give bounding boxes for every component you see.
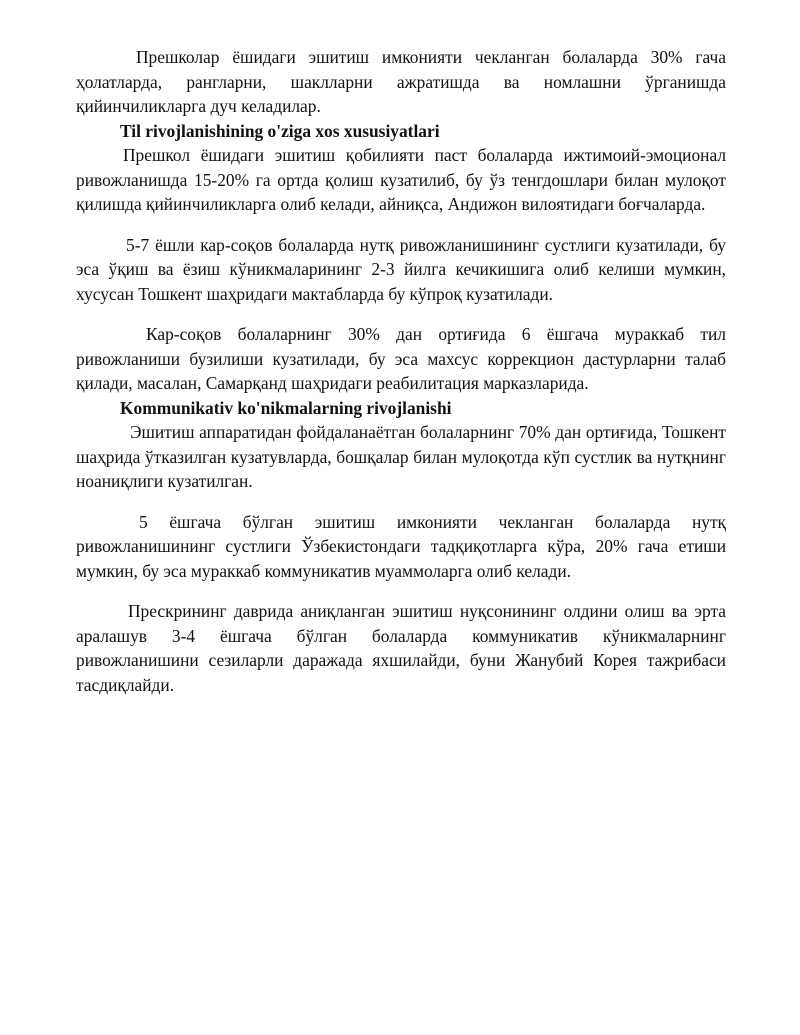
paragraph-speech-delay-20: 5 ёшгача бўлган эшитиш имконияти чекланган болаларда нутқ ривожланишининг сустлиги Ўзбекистондаги тадқиқотларга кўра, 20% гача етиши мумкин, бу эса мураккаб коммуникатив муаммоларга олиб келади.: [76, 511, 726, 581]
paragraph-social-emotional-delay: Прешкол ёшидаги эшитиш қобилияти паст болаларда ижтимоий-эмоционал ривожланишда 15-20% га ортда қолиш кузатилиб, бу ўз тенгдошлари билан мулоқот қилишда қийинчиликларга олиб келади, айниқса, Андижон вилоятидаги боғчаларда.: [76, 145, 726, 214]
paragraph-hearing-color-shapes: Прешколар ёшидаги эшитиш имконияти чекланган болаларда 30% гача ҳолатларда, рангларни, шаклларни ажратишда ва номлашни ўрганишда қийинчиликларга дуч келадилар.: [76, 47, 726, 116]
paragraph-speech-development-5-7: 5-7 ёшли кар-соқов болаларда нутқ ривожланишининг сустлиги кузатилади, бу эса ўқиш ва ёзиш кўникмаларининг 2-3 йилга кечикишига олиб келиши мумкин, хусусан Тошкент шаҳридаги мактабларда бу кўпроқ кузатилади.: [76, 234, 726, 304]
document-body: [76, 45, 726, 697]
section-heading-communicative-skills: Kommunikativ ko'nikmalarning rivojlanishi: [120, 397, 452, 418]
paragraph-hearing-aid-70: Эшитиш аппаратидан фойдаланаётган болаларнинг 70% дан ортиғида, Тошкент шаҳрида ўтказилган кузатувларда, бошқалар билан мулоқотда кўп сустлик ва нутқнинг ноаниқлиги кузатилган.: [76, 422, 726, 491]
paragraph-language-disorder-30: Кар-соқов болаларнинг 30% дан ортиғида 6 ёшгача мураккаб тил ривожланиши бузилиши кузатилади, бу эса махсус коррекцион дастурларни талаб қилади, масалан, Самарқанд шаҳридаги реабилитация марказларида.: [76, 324, 726, 393]
paragraph-early-intervention: Прескрининг даврида аниқланган эшитиш нуқсонининг олдини олиш ва эрта аралашув 3-4 ёшгача бўлган болаларда коммуникатив кўникмаларнинг ривожланишини сезиларли даражада яхшилайди, буни Жанубий Корея тажрибаси тасдиқлайди.: [76, 601, 726, 695]
section-heading-language-development: Til rivojlanishining o'ziga xos xususiyatlari: [120, 120, 440, 141]
